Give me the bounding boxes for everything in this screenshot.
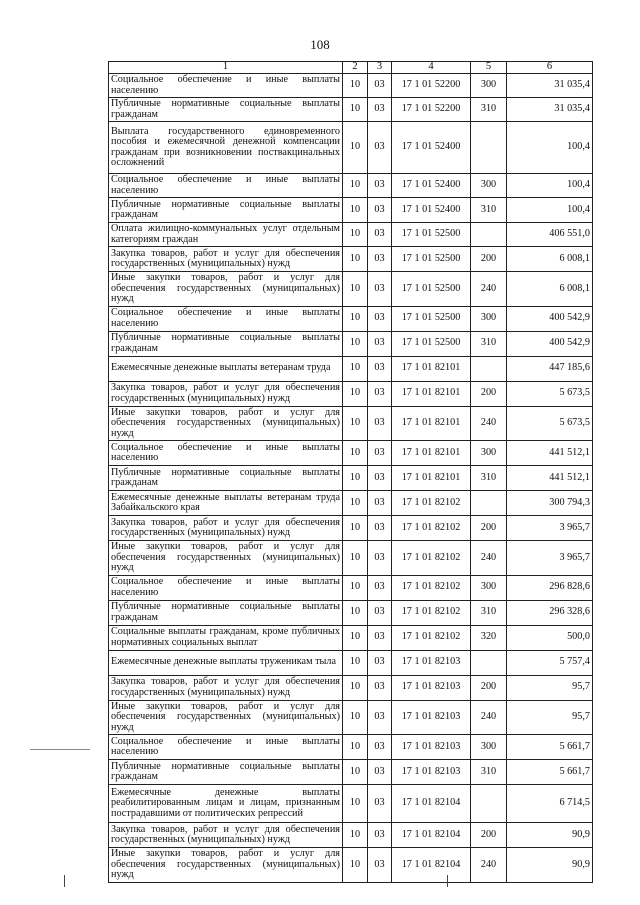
row-target-article-cell: 17 1 01 82103: [392, 735, 471, 760]
row-expense-type-cell: [471, 356, 507, 381]
row-amount-cell: 90,9: [507, 848, 593, 883]
row-subsection-cell: 03: [368, 760, 392, 785]
row-amount-cell: 31 035,4: [507, 74, 593, 98]
row-expense-type-cell: [471, 223, 507, 247]
row-target-article-cell: 17 1 01 82102: [392, 491, 471, 516]
table-row: [109, 174, 593, 198]
row-section-cell: 10: [343, 98, 368, 122]
header-col-4: 4: [392, 62, 471, 74]
row-name-cell: Иные закупки товаров, работ и услуг для обеспечения государственных (муниципальных) нужд: [109, 272, 343, 307]
row-name-cell: Закупка товаров, работ и услуг для обеспечения государственных (муниципальных) нужд: [109, 381, 343, 406]
row-amount-cell: 296 828,6: [507, 575, 593, 600]
table-row: [109, 735, 593, 760]
row-section-cell: 10: [343, 760, 368, 785]
table-row: [109, 247, 593, 272]
row-target-article-cell: 17 1 01 82104: [392, 848, 471, 883]
table-row: [109, 122, 593, 174]
row-expense-type-cell: [471, 785, 507, 823]
row-subsection-cell: 03: [368, 491, 392, 516]
row-amount-cell: 90,9: [507, 823, 593, 848]
row-subsection-cell: 03: [368, 122, 392, 174]
row-expense-type-cell: [471, 650, 507, 675]
row-subsection-cell: 03: [368, 625, 392, 650]
row-target-article-cell: 17 1 01 52500: [392, 272, 471, 307]
row-expense-type-cell: 200: [471, 675, 507, 700]
row-subsection-cell: 03: [368, 406, 392, 441]
budget-table: [108, 61, 593, 883]
header-col-5: 5: [471, 62, 507, 74]
row-subsection-cell: 03: [368, 675, 392, 700]
row-name-cell: Иные закупки товаров, работ и услуг для обеспечения государственных (муниципальных) нужд: [109, 406, 343, 441]
row-amount-cell: 500,0: [507, 625, 593, 650]
row-name-cell: Публичные нормативные социальные выплаты гражданам: [109, 600, 343, 625]
row-section-cell: 10: [343, 516, 368, 541]
row-subsection-cell: 03: [368, 198, 392, 223]
row-target-article-cell: 17 1 01 82101: [392, 381, 471, 406]
row-expense-type-cell: 300: [471, 441, 507, 466]
row-amount-cell: 296 328,6: [507, 600, 593, 625]
table-row: [109, 331, 593, 356]
row-expense-type-cell: 310: [471, 466, 507, 491]
row-target-article-cell: 17 1 01 82103: [392, 675, 471, 700]
row-amount-cell: 400 542,9: [507, 306, 593, 331]
row-subsection-cell: 03: [368, 174, 392, 198]
row-amount-cell: 100,4: [507, 174, 593, 198]
row-section-cell: 10: [343, 381, 368, 406]
row-target-article-cell: 17 1 01 82104: [392, 823, 471, 848]
row-expense-type-cell: 240: [471, 541, 507, 576]
row-target-article-cell: 17 1 01 82101: [392, 466, 471, 491]
row-target-article-cell: 17 1 01 82103: [392, 760, 471, 785]
row-section-cell: 10: [343, 198, 368, 223]
row-amount-cell: 300 794,3: [507, 491, 593, 516]
table-row: [109, 381, 593, 406]
row-expense-type-cell: 200: [471, 823, 507, 848]
row-expense-type-cell: 300: [471, 575, 507, 600]
row-subsection-cell: 03: [368, 848, 392, 883]
row-expense-type-cell: 320: [471, 625, 507, 650]
row-section-cell: 10: [343, 174, 368, 198]
table-row: [109, 441, 593, 466]
row-expense-type-cell: 310: [471, 331, 507, 356]
row-section-cell: 10: [343, 466, 368, 491]
header-col-2: 2: [343, 62, 368, 74]
row-name-cell: Социальное обеспечение и иные выплаты населению: [109, 441, 343, 466]
row-name-cell: Социальное обеспечение и иные выплаты населению: [109, 306, 343, 331]
row-expense-type-cell: 200: [471, 247, 507, 272]
row-name-cell: Ежемесячные денежные выплаты реабилитированным лицам и лицам, признанным пострадавшими от политических репрессий: [109, 785, 343, 823]
row-expense-type-cell: 240: [471, 272, 507, 307]
row-expense-type-cell: 300: [471, 306, 507, 331]
row-name-cell: Иные закупки товаров, работ и услуг для обеспечения государственных (муниципальных) нужд: [109, 541, 343, 576]
row-target-article-cell: 17 1 01 82102: [392, 625, 471, 650]
row-section-cell: 10: [343, 441, 368, 466]
row-subsection-cell: 03: [368, 575, 392, 600]
row-name-cell: Публичные нормативные социальные выплаты гражданам: [109, 331, 343, 356]
row-name-cell: Публичные нормативные социальные выплаты гражданам: [109, 98, 343, 122]
row-amount-cell: 100,4: [507, 122, 593, 174]
table-row: [109, 700, 593, 735]
table-row: [109, 306, 593, 331]
row-section-cell: 10: [343, 848, 368, 883]
row-target-article-cell: 17 1 01 52400: [392, 174, 471, 198]
row-section-cell: 10: [343, 625, 368, 650]
table-row: [109, 760, 593, 785]
row-section-cell: 10: [343, 306, 368, 331]
row-amount-cell: 3 965,7: [507, 516, 593, 541]
row-expense-type-cell: 240: [471, 700, 507, 735]
row-section-cell: 10: [343, 406, 368, 441]
table-row: [109, 785, 593, 823]
page-number: 108: [310, 37, 330, 52]
row-expense-type-cell: 300: [471, 74, 507, 98]
row-section-cell: 10: [343, 74, 368, 98]
table-row: [109, 650, 593, 675]
table-row: [109, 98, 593, 122]
row-name-cell: Социальное обеспечение и иные выплаты населению: [109, 575, 343, 600]
row-name-cell: Социальное обеспечение и иные выплаты населению: [109, 74, 343, 98]
row-subsection-cell: 03: [368, 700, 392, 735]
row-subsection-cell: 03: [368, 516, 392, 541]
row-section-cell: 10: [343, 122, 368, 174]
row-target-article-cell: 17 1 01 82101: [392, 356, 471, 381]
row-subsection-cell: 03: [368, 823, 392, 848]
row-subsection-cell: 03: [368, 223, 392, 247]
row-section-cell: 10: [343, 223, 368, 247]
table-row: [109, 516, 593, 541]
row-section-cell: 10: [343, 700, 368, 735]
row-name-cell: Публичные нормативные социальные выплаты гражданам: [109, 198, 343, 223]
row-target-article-cell: 17 1 01 52500: [392, 223, 471, 247]
row-subsection-cell: 03: [368, 600, 392, 625]
row-subsection-cell: 03: [368, 272, 392, 307]
row-subsection-cell: 03: [368, 331, 392, 356]
row-subsection-cell: 03: [368, 98, 392, 122]
scan-mark-right: [447, 875, 448, 887]
row-amount-cell: 95,7: [507, 700, 593, 735]
row-expense-type-cell: 200: [471, 381, 507, 406]
table-row: [109, 625, 593, 650]
row-section-cell: 10: [343, 247, 368, 272]
row-subsection-cell: 03: [368, 785, 392, 823]
row-target-article-cell: 17 1 01 52200: [392, 98, 471, 122]
row-expense-type-cell: 240: [471, 406, 507, 441]
row-name-cell: Социальное обеспечение и иные выплаты населению: [109, 174, 343, 198]
row-amount-cell: 5 673,5: [507, 406, 593, 441]
table-header-row: [109, 62, 593, 74]
row-target-article-cell: 17 1 01 82101: [392, 406, 471, 441]
row-section-cell: 10: [343, 356, 368, 381]
row-name-cell: Закупка товаров, работ и услуг для обеспечения государственных (муниципальных) нужд: [109, 675, 343, 700]
table-row: [109, 74, 593, 98]
row-expense-type-cell: 310: [471, 98, 507, 122]
row-amount-cell: 441 512,1: [507, 441, 593, 466]
row-expense-type-cell: [471, 491, 507, 516]
header-col-1: 1: [109, 62, 343, 74]
row-section-cell: 10: [343, 491, 368, 516]
row-name-cell: Публичные нормативные социальные выплаты гражданам: [109, 466, 343, 491]
row-subsection-cell: 03: [368, 306, 392, 331]
row-target-article-cell: 17 1 01 52500: [392, 247, 471, 272]
table-row: [109, 541, 593, 576]
row-subsection-cell: 03: [368, 381, 392, 406]
row-amount-cell: 5 757,4: [507, 650, 593, 675]
row-amount-cell: 6 714,5: [507, 785, 593, 823]
row-expense-type-cell: 300: [471, 174, 507, 198]
row-amount-cell: 6 008,1: [507, 247, 593, 272]
row-section-cell: 10: [343, 272, 368, 307]
table-row: [109, 272, 593, 307]
row-target-article-cell: 17 1 01 82103: [392, 650, 471, 675]
row-subsection-cell: 03: [368, 650, 392, 675]
row-name-cell: Выплата государственного единовременного пособия и ежемесячной денежной компенсации гражданам при возникновении поствакцинальных осложнений: [109, 122, 343, 174]
table-row: [109, 491, 593, 516]
row-target-article-cell: 17 1 01 82104: [392, 785, 471, 823]
row-section-cell: 10: [343, 650, 368, 675]
row-expense-type-cell: 200: [471, 516, 507, 541]
row-expense-type-cell: [471, 122, 507, 174]
row-name-cell: Закупка товаров, работ и услуг для обеспечения государственных (муниципальных) нужд: [109, 247, 343, 272]
row-subsection-cell: 03: [368, 541, 392, 576]
row-name-cell: Ежемесячные денежные выплаты ветеранам труда: [109, 356, 343, 381]
row-section-cell: 10: [343, 331, 368, 356]
row-amount-cell: 5 661,7: [507, 735, 593, 760]
row-target-article-cell: 17 1 01 82101: [392, 441, 471, 466]
row-target-article-cell: 17 1 01 82102: [392, 541, 471, 576]
row-expense-type-cell: 310: [471, 198, 507, 223]
row-amount-cell: 406 551,0: [507, 223, 593, 247]
row-amount-cell: 95,7: [507, 675, 593, 700]
row-target-article-cell: 17 1 01 82102: [392, 600, 471, 625]
row-subsection-cell: 03: [368, 247, 392, 272]
row-name-cell: Иные закупки товаров, работ и услуг для обеспечения государственных (муниципальных) нужд: [109, 848, 343, 883]
row-amount-cell: 100,4: [507, 198, 593, 223]
row-section-cell: 10: [343, 575, 368, 600]
row-target-article-cell: 17 1 01 52400: [392, 122, 471, 174]
row-expense-type-cell: 310: [471, 760, 507, 785]
row-section-cell: 10: [343, 541, 368, 576]
row-target-article-cell: 17 1 01 52200: [392, 74, 471, 98]
table-row: [109, 466, 593, 491]
row-expense-type-cell: 240: [471, 848, 507, 883]
header-col-3: 3: [368, 62, 392, 74]
table-row: [109, 600, 593, 625]
scan-mark-left: [64, 875, 65, 887]
row-amount-cell: 5 673,5: [507, 381, 593, 406]
row-amount-cell: 6 008,1: [507, 272, 593, 307]
row-expense-type-cell: 300: [471, 735, 507, 760]
row-section-cell: 10: [343, 735, 368, 760]
row-subsection-cell: 03: [368, 466, 392, 491]
table-row: [109, 223, 593, 247]
table-row: [109, 848, 593, 883]
row-section-cell: 10: [343, 785, 368, 823]
table-row: [109, 356, 593, 381]
row-target-article-cell: 17 1 01 52500: [392, 306, 471, 331]
table-row: [109, 823, 593, 848]
row-name-cell: Ежемесячные денежные выплаты ветеранам труда Забайкальского края: [109, 491, 343, 516]
row-target-article-cell: 17 1 01 52500: [392, 331, 471, 356]
row-name-cell: Закупка товаров, работ и услуг для обеспечения государственных (муниципальных) нужд: [109, 516, 343, 541]
row-subsection-cell: 03: [368, 735, 392, 760]
row-name-cell: Публичные нормативные социальные выплаты гражданам: [109, 760, 343, 785]
row-amount-cell: 400 542,9: [507, 331, 593, 356]
row-name-cell: Оплата жилищно-коммунальных услуг отдельным категориям граждан: [109, 223, 343, 247]
table-row: [109, 198, 593, 223]
row-target-article-cell: 17 1 01 82103: [392, 700, 471, 735]
row-amount-cell: 5 661,7: [507, 760, 593, 785]
table-row: [109, 575, 593, 600]
row-amount-cell: 3 965,7: [507, 541, 593, 576]
table-row: [109, 406, 593, 441]
row-subsection-cell: 03: [368, 441, 392, 466]
row-section-cell: 10: [343, 823, 368, 848]
row-target-article-cell: 17 1 01 52400: [392, 198, 471, 223]
row-section-cell: 10: [343, 600, 368, 625]
row-amount-cell: 441 512,1: [507, 466, 593, 491]
row-name-cell: Ежемесячные денежные выплаты труженикам тыла: [109, 650, 343, 675]
row-section-cell: 10: [343, 675, 368, 700]
row-name-cell: Социальные выплаты гражданам, кроме публичных нормативных социальных выплат: [109, 625, 343, 650]
row-amount-cell: 447 185,6: [507, 356, 593, 381]
row-name-cell: Иные закупки товаров, работ и услуг для обеспечения государственных (муниципальных) нужд: [109, 700, 343, 735]
row-target-article-cell: 17 1 01 82102: [392, 575, 471, 600]
row-subsection-cell: 03: [368, 74, 392, 98]
header-col-6: 6: [507, 62, 593, 74]
row-name-cell: Закупка товаров, работ и услуг для обеспечения государственных (муниципальных) нужд: [109, 823, 343, 848]
row-name-cell: Социальное обеспечение и иные выплаты населению: [109, 735, 343, 760]
row-amount-cell: 31 035,4: [507, 98, 593, 122]
row-expense-type-cell: 310: [471, 600, 507, 625]
row-subsection-cell: 03: [368, 356, 392, 381]
scan-line-left: [30, 749, 90, 750]
table-row: [109, 675, 593, 700]
row-target-article-cell: 17 1 01 82102: [392, 516, 471, 541]
